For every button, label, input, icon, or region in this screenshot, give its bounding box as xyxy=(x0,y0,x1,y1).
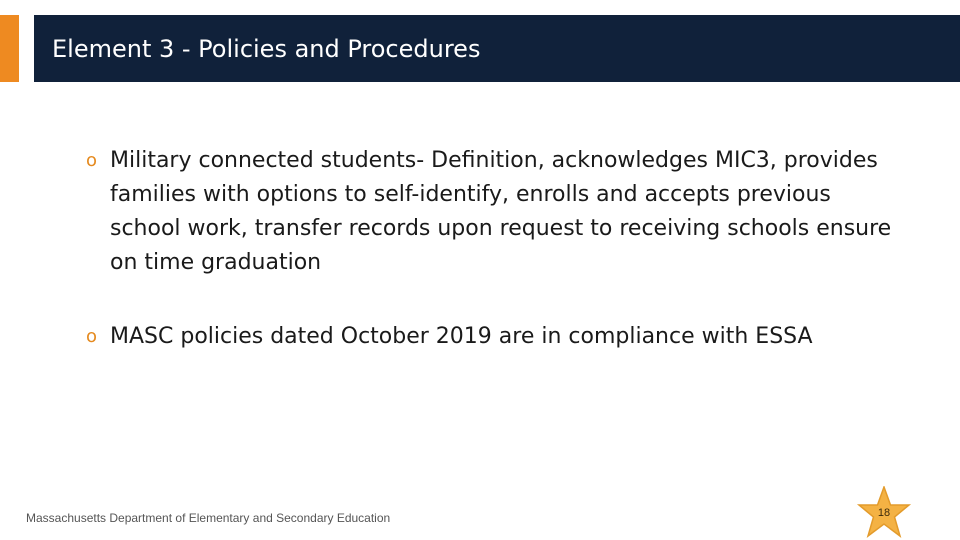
bullet-item-military-students xyxy=(86,144,906,280)
bullet-text: Military connected students- Definition, acknowledges MIC3, provides families with options to self-identify, enrolls and accepts previous school work, transfer records upon request to receiving schools ensure on time graduation xyxy=(110,148,892,275)
bullet-item-masc-policies xyxy=(86,320,906,354)
bullet-list xyxy=(86,144,906,354)
bullet-marker: o xyxy=(86,150,98,171)
slide-title: Element 3 - Policies and Procedures xyxy=(52,35,481,63)
footer-organization: Massachusetts Department of Elementary and Secondary Education xyxy=(26,511,391,525)
page-number-badge xyxy=(856,486,912,540)
page-number: 18 xyxy=(877,507,891,519)
title-bar xyxy=(34,15,960,82)
header-accent-bar xyxy=(0,15,19,82)
bullet-marker: o xyxy=(86,326,98,347)
bullet-text: MASC policies dated October 2019 are in compliance with ESSA xyxy=(110,324,813,349)
